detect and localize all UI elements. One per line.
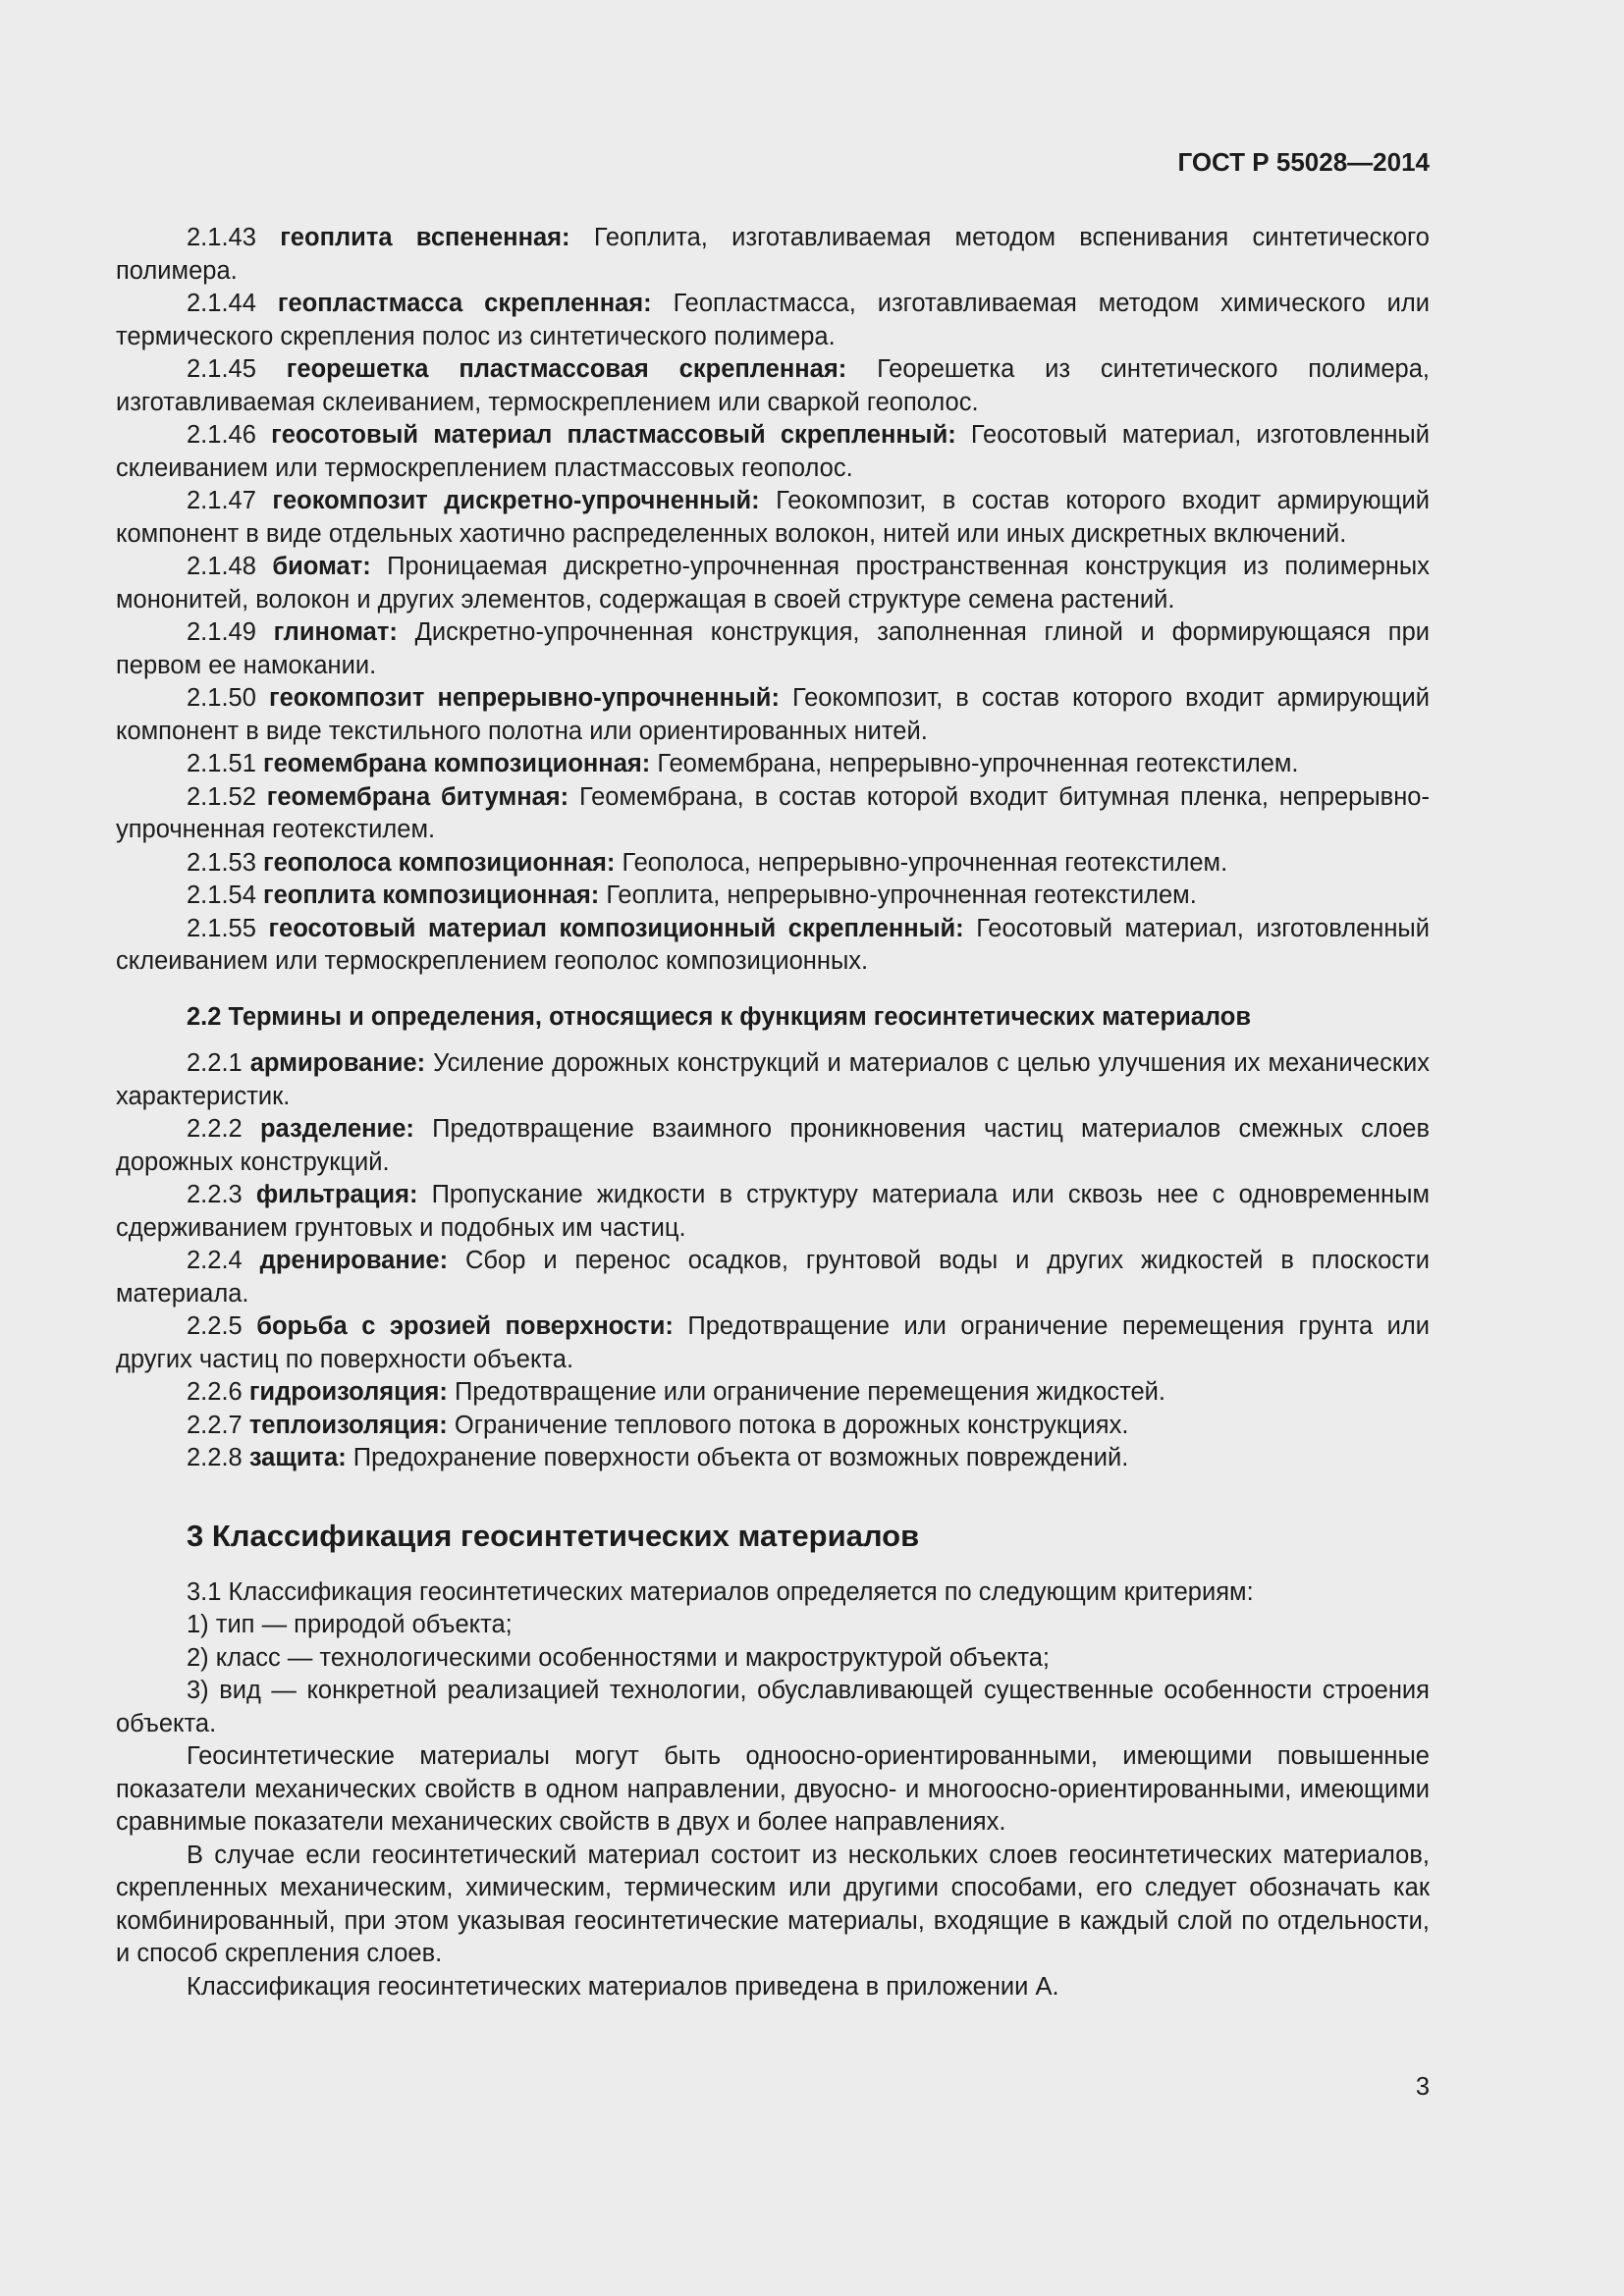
term-definition: Усиление дорожных конструкций и материалов с целью улучшения их механических характеристик. (116, 1049, 1430, 1110)
term-2-1-44 (116, 288, 1430, 353)
term-definition: Пропускание жидкости в структуру материала или сквозь нее с одновременным сдерживанием грунтовых и подобных им частиц. (116, 1181, 1430, 1242)
section-3-paragraph: Классификация геосинтетических материалов приведена в приложении А. (187, 1972, 1059, 2001)
term-definition: Сбор и перенос осадков, грунтовой воды и других жидкостей в плоскости материала. (116, 1247, 1430, 1308)
term-number: 2.1.55 (187, 914, 256, 942)
term-definition: Геополоса, непрерывно-упрочненная геотекстилем. (622, 848, 1228, 877)
term-2-1-52 (116, 781, 1430, 847)
term-number: 2.2.1 (187, 1049, 243, 1077)
term-definition: Предотвращение взаимного проникновения частиц материалов смежных слоев дорожных конструкций. (116, 1115, 1430, 1176)
term-number: 2.1.43 (187, 224, 256, 251)
page-number: 3 (1415, 2073, 1430, 2101)
term-title: геомембрана битумная: (266, 782, 569, 811)
term-number: 2.2.2 (187, 1115, 243, 1143)
term-title: геоплита композиционная: (263, 881, 600, 909)
term-2-2-1 (116, 1047, 1430, 1113)
term-number: 2.1.53 (187, 848, 256, 877)
term-2-1-49 (116, 616, 1430, 682)
term-2-1-55 (116, 913, 1430, 979)
term-title: геокомпозит непрерывно-упрочненный: (268, 684, 780, 712)
term-title: геосотовый материал пластмассовый скрепленный: (271, 421, 956, 449)
section-3-paragraph: 3.1 Классификация геосинтетических материалов определяется по следующим критериям: (187, 1577, 1254, 1606)
term-definition: Геомембрана, в состав которой входит битумная пленка, непрерывно-упрочненная геотекстилем. (116, 782, 1430, 843)
term-title: теплоизоляция: (248, 1411, 448, 1439)
term-title: дренирование: (259, 1247, 449, 1274)
term-2-1-53 (116, 847, 1430, 881)
term-number: 2.1.44 (187, 290, 256, 317)
term-definition: Проницаемая дискретно-упрочненная пространственная конструкция из полимерных мононитей, волокон и других элементов, содержащая в своей структуре семена растений. (116, 553, 1430, 614)
term-2-2-8 (116, 1442, 1430, 1475)
term-number: 2.2.4 (187, 1247, 243, 1274)
term-definition: Дискретно-упрочненная конструкция, заполненная глиной и формирующаяся при первом ее намокании. (116, 618, 1431, 679)
term-title: геокомпозит дискретно-упрочненный: (272, 487, 760, 514)
term-title: разделение: (259, 1115, 414, 1143)
term-number: 2.1.49 (187, 618, 256, 646)
section-3-paragraph: 2) класс — технологическими особенностями и макроструктурой объекта; (187, 1643, 1050, 1672)
term-number: 2.1.47 (187, 487, 256, 514)
term-definition: Геокомпозит, в состав которого входит армирующий компонент в виде отдельных хаотично распределенных волокон, нитей или иных дискретных включений. (116, 487, 1430, 548)
term-number: 2.1.52 (187, 782, 256, 811)
term-number: 2.1.54 (187, 881, 256, 909)
term-2-2-7 (116, 1410, 1430, 1443)
term-definition: Геокомпозит, в состав которого входит армирующий компонент в виде текстильного полотна или ориентированных нитей. (116, 684, 1430, 745)
term-2-1-46 (116, 419, 1430, 485)
term-title: глиномат: (273, 618, 398, 646)
term-number: 2.2.5 (187, 1312, 243, 1340)
term-2-1-48 (116, 551, 1430, 616)
term-title: георешетка пластмассовая скрепленная: (286, 355, 847, 383)
term-number: 2.2.7 (187, 1411, 243, 1439)
term-definition: Предотвращение или ограничение перемещения жидкостей. (455, 1378, 1166, 1406)
term-number: 2.1.50 (187, 684, 256, 712)
term-definition: Геоплита, изготавливаемая методом вспенивания синтетического полимера. (116, 224, 1430, 285)
section-heading-3: 3 Классификация геосинтетических материалов (187, 1518, 920, 1553)
term-number: 2.1.46 (187, 421, 256, 449)
term-2-1-51 (116, 748, 1430, 781)
term-definition: Георешетка из синтетического полимера, изготавливаемая склеиванием, термоскреплением или сваркой геополос. (116, 355, 1430, 416)
term-title: защита: (248, 1444, 347, 1471)
term-number: 2.1.45 (187, 355, 256, 383)
term-2-2-4 (116, 1245, 1430, 1310)
term-title: геомембрана композиционная: (263, 750, 651, 777)
term-2-1-43 (116, 222, 1430, 288)
term-2-2-3 (116, 1179, 1430, 1245)
term-2-1-47 (116, 485, 1430, 551)
term-title: геосотовый материал композиционный скрепленный: (268, 914, 964, 942)
term-definition: Геомембрана, непрерывно-упрочненная геотекстилем. (657, 750, 1299, 777)
term-2-2-5 (116, 1310, 1430, 1376)
term-number: 2.1.51 (187, 750, 256, 777)
section-3-paragraph: 1) тип — природой объекта; (187, 1611, 513, 1638)
term-2-1-45 (116, 353, 1430, 419)
subsection-heading-2-2: 2.2 Термины и определения, относящиеся к функциям геосинтетических материалов (187, 1002, 1252, 1031)
term-title: геополоса композиционная: (263, 848, 616, 877)
term-2-1-54 (116, 880, 1430, 913)
term-title: геоплита вспененная: (280, 224, 570, 251)
section-3-paragraph: 3) вид — конкретной реализацией технологии, обуславливающей существенные особенности строения объекта. (116, 1677, 1430, 1737)
term-definition: Геосотовый материал, изготовленный склеиванием или термоскреплением пластмассовых геополос. (116, 421, 1431, 482)
section-3-paragraph: В случае если геосинтетический материал состоит из нескольких слоев геосинтетических материалов, скрепленных механическим, химическим, термическим или другими способами, его следует обозначать как комбинированный, при этом указывая геосинтетические материалы, входящие в каждый слой по отдельности, и способ скрепления слоев. (116, 1841, 1430, 1967)
term-number: 2.2.3 (187, 1181, 243, 1208)
term-title: борьба с эрозией поверхности: (256, 1312, 674, 1340)
document-code-header: ГОСТ Р 55028—2014 (1177, 147, 1430, 177)
term-definition: Геопластмасса, изготавливаемая методом химического или термического скрепления полос из синтетического полимера. (116, 290, 1430, 350)
page-content (116, 222, 1430, 2003)
term-definition: Геосотовый материал, изготовленный склеиванием или термоскреплением геополос композиционных. (116, 914, 1430, 975)
term-definition: Предохранение поверхности объекта от возможных повреждений. (352, 1444, 1129, 1471)
term-definition: Предотвращение или ограничение перемещения грунта или других частиц по поверхности объекта. (116, 1312, 1430, 1373)
term-definition: Геоплита, непрерывно-упрочненная геотекстилем. (606, 881, 1197, 909)
section-3-paragraph: Геосинтетические материалы могут быть одноосно-ориентированными, имеющими повышенные показатели механических свойств в одном направлении, двуосно- и многоосно-ориентированными, имеющими сравнимые показатели механических свойств в двух и более направлениях. (116, 1742, 1430, 1836)
term-number: 2.2.6 (187, 1378, 243, 1406)
term-number: 2.1.48 (187, 553, 256, 580)
term-title: армирование: (249, 1049, 426, 1077)
term-title: биомат: (272, 553, 371, 580)
term-2-2-2 (116, 1113, 1430, 1179)
term-2-1-50 (116, 682, 1430, 748)
term-title: фильтрация: (255, 1181, 418, 1208)
term-title: гидроизоляция: (248, 1378, 448, 1406)
term-2-2-6 (116, 1376, 1430, 1410)
term-title: геопластмасса скрепленная: (277, 290, 652, 317)
term-number: 2.2.8 (187, 1444, 243, 1471)
term-definition: Ограничение теплового потока в дорожных конструкциях. (454, 1411, 1129, 1439)
